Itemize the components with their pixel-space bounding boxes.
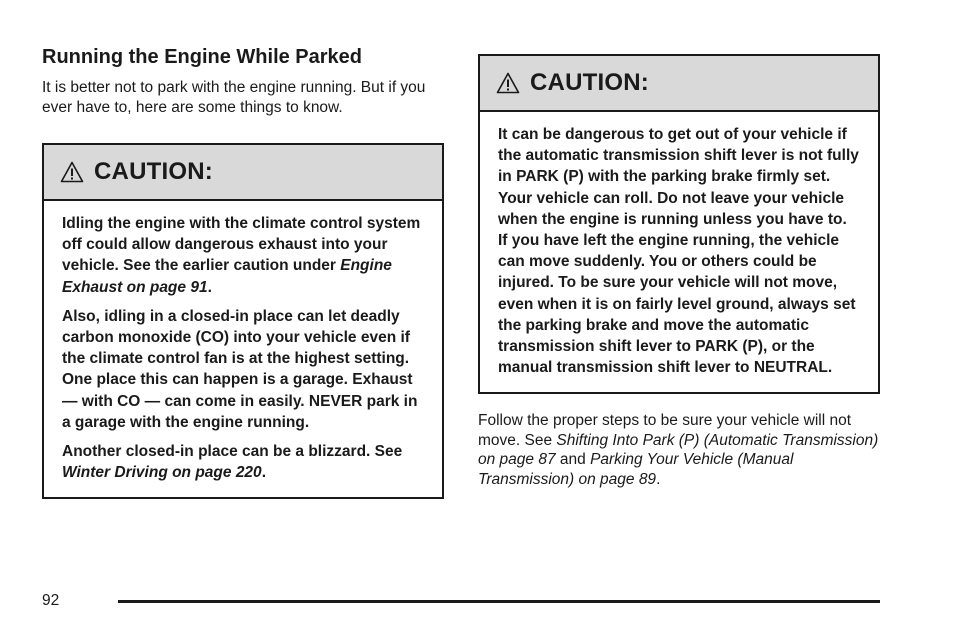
- footer-rule: [118, 600, 880, 603]
- right-column: [478, 54, 880, 489]
- caution-title: CAUTION:: [530, 69, 649, 96]
- cross-reference: Parking Your Vehicle (Manual Transmission) on page 89: [478, 451, 794, 488]
- caution-paragraph: [62, 441, 426, 483]
- cross-reference: Winter Driving on page 220: [62, 464, 262, 482]
- caution-box-exhaust: [42, 143, 444, 499]
- caution-text: .: [207, 278, 212, 296]
- caution-paragraph: Also, idling in a closed-in place can let deadly carbon monoxide (CO) into your vehicle even if the climate control fan is at the highest setting. One place this can happen is a garage. Exhaust — with CO — can come in easily. NEVER park in a garage with the engine running.: [62, 307, 418, 431]
- follow-paragraph: [478, 411, 880, 489]
- caution-paragraph: [62, 213, 426, 298]
- caution-text: .: [261, 464, 266, 482]
- warning-triangle-icon: [496, 72, 520, 94]
- cross-reference: Shifting Into Park (P) (Automatic Transmission) on page 87: [478, 431, 879, 469]
- warning-triangle-icon: [60, 161, 84, 183]
- intro-paragraph: It is better not to park with the engine running. But if you ever have to, here are some things to know.: [42, 79, 426, 116]
- caution-text: Idling the engine with the climate control system off could allow dangerous exhaust into your vehicle. See the earlier caution under: [62, 215, 421, 275]
- caution-body: [44, 201, 442, 497]
- follow-text: and: [555, 451, 591, 469]
- caution-paragraph: If you have left the engine running, the vehicle can move suddenly. You or others could be injured. To be sure your vehicle will not move, even when it is on fairly level ground, always set the parking brake and move the automatic transmission shift lever to PARK (P), or the manual transmission shift lever to NEUTRAL.: [498, 232, 856, 377]
- cross-reference: Engine Exhaust on page 91: [62, 257, 392, 296]
- section-title: Running the Engine While Parked: [42, 46, 363, 68]
- caution-header: [44, 145, 442, 201]
- caution-body: [480, 112, 878, 392]
- follow-text: .: [656, 470, 661, 488]
- caution-title: CAUTION:: [94, 158, 213, 185]
- follow-text: Follow the proper steps to be sure your vehicle will not move. See: [478, 412, 852, 449]
- caution-text: Another closed-in place can be a blizzard. See: [62, 443, 403, 461]
- caution-header: [480, 56, 878, 112]
- caution-paragraph: It can be dangerous to get out of your vehicle if the automatic transmission shift lever is not fully in PARK (P) with the parking brake firmly set. Your vehicle can roll. Do not leave your vehicle when the engine is running unless you have to.: [498, 126, 859, 228]
- left-column: [42, 44, 444, 499]
- caution-box-transmission: [478, 54, 880, 394]
- page-number: 92: [42, 592, 60, 609]
